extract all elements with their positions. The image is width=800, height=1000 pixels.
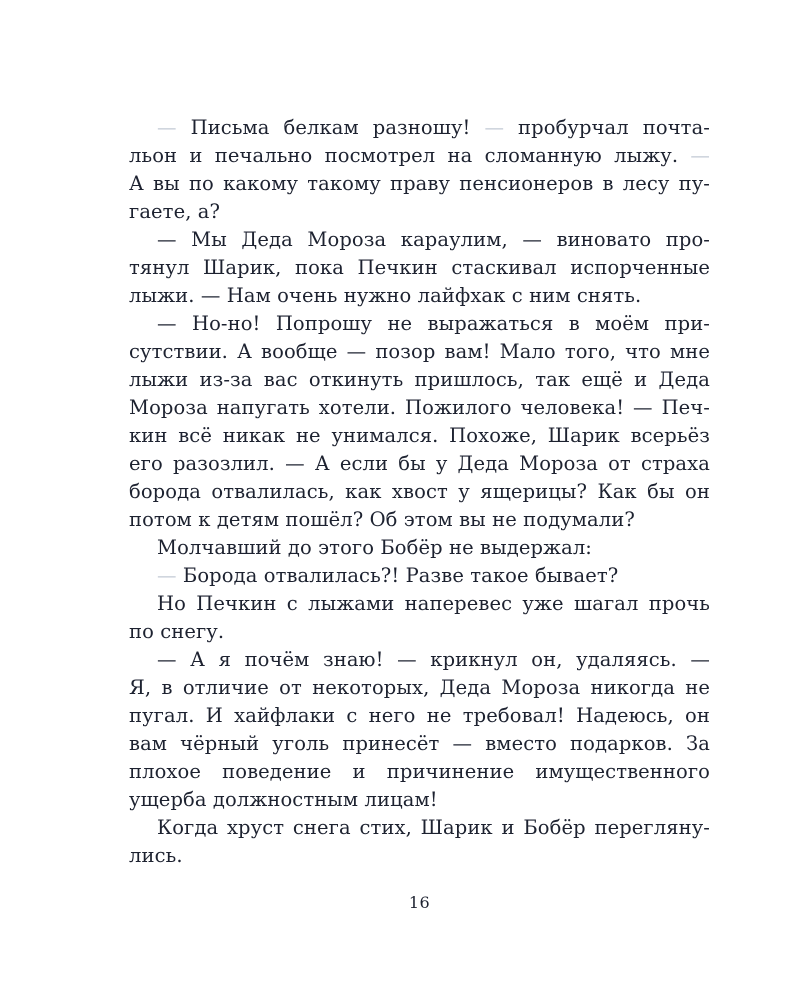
em-dash-faded: — <box>690 144 710 167</box>
paragraph <box>129 310 710 534</box>
text-segment: — Мы Деда Мороза караулим, — виновато про- <box>157 228 710 251</box>
paragraph <box>129 226 710 310</box>
text-line <box>129 758 710 786</box>
paragraph <box>129 114 710 226</box>
text-line <box>129 226 710 254</box>
text-line <box>129 394 710 422</box>
text-segment: лыжи. — Нам очень нужно лайфхак с ним снять. <box>129 284 642 307</box>
text-segment: тянул Шарик, пока Печкин стаскивал испорченные <box>129 256 710 279</box>
text-line <box>129 254 710 282</box>
text-segment: льон и печально посмотрел на сломанную лыжу. <box>129 144 691 167</box>
text-segment: Письма белкам разношу! <box>190 116 485 139</box>
text-segment: пробурчал почта- <box>518 116 710 139</box>
text-segment: борода отвалилась, как хвост у ящерицы? Как бы он <box>129 480 710 503</box>
text-line <box>129 506 710 534</box>
text-line <box>129 730 710 758</box>
text-segment: гаете, а? <box>129 200 221 223</box>
text-segment: — А я почём знаю! — крикнул он, удаляясь. — <box>157 648 710 671</box>
em-dash-faded: — <box>157 564 183 587</box>
paragraph <box>129 534 710 562</box>
text-line <box>129 590 710 618</box>
text-segment: Но Печкин с лыжами наперевес уже шагал прочь <box>157 592 710 615</box>
text-segment: кин всё никак не унимался. Похоже, Шарик всерьёз <box>129 424 710 447</box>
text-line <box>129 366 710 394</box>
text-line <box>129 198 710 226</box>
text-segment: А вы по какому такому праву пенсионеров в лесу пу- <box>129 172 710 195</box>
text-line <box>129 562 710 590</box>
text-line <box>129 674 710 702</box>
text-segment: Мороза напугать хотели. Пожилого человека! — Печ- <box>129 396 710 419</box>
paragraph <box>129 646 710 814</box>
text-segment: Молчавший до этого Бобёр не выдержал: <box>157 536 592 559</box>
text-line <box>129 338 710 366</box>
text-segment: — Но-но! Попрошу не выражаться в моём при- <box>157 312 710 335</box>
text-segment: ущерба должностным лицам! <box>129 788 438 811</box>
em-dash-faded: — <box>157 116 191 139</box>
text-line <box>129 786 710 814</box>
text-line <box>129 646 710 674</box>
text-line <box>129 702 710 730</box>
text-line <box>129 170 710 198</box>
text-line <box>129 534 710 562</box>
paragraph <box>129 562 710 590</box>
text-line <box>129 842 710 870</box>
text-segment: его разозлил. — А если бы у Деда Мороза от страха <box>129 452 710 475</box>
text-segment: лись. <box>129 844 183 867</box>
text-line <box>129 142 710 170</box>
em-dash-faded: — <box>484 116 519 139</box>
text-line <box>129 282 710 310</box>
text-segment: потом к детям пошёл? Об этом вы не подумали? <box>129 508 635 531</box>
text-segment: лыжи из-за вас откинуть пришлось, так ещё и Деда <box>129 368 710 391</box>
text-line <box>129 814 710 842</box>
text-segment: Когда хруст снега стих, Шарик и Бобёр перегляну- <box>157 816 710 839</box>
text-line <box>129 450 710 478</box>
text-segment: плохое поведение и причинение имущественного <box>129 760 710 783</box>
text-segment: Я, в отличие от некоторых, Деда Мороза никогда не <box>129 676 710 699</box>
paragraph <box>129 590 710 646</box>
page-number: 16 <box>408 893 431 912</box>
text-segment: Борода отвалилась?! Разве такое бывает? <box>182 564 619 587</box>
text-line <box>129 422 710 450</box>
paragraph <box>129 814 710 870</box>
text-line <box>129 618 710 646</box>
text-line <box>129 310 710 338</box>
page-text <box>129 114 710 870</box>
text-segment: по снегу. <box>129 620 225 643</box>
text-segment: пугал. И хайфлаки с него не требовал! Надеюсь, он <box>129 704 710 727</box>
text-line <box>129 114 710 142</box>
text-segment: вам чёрный уголь принесёт — вместо подарков. За <box>129 732 710 755</box>
text-line <box>129 478 710 506</box>
text-segment: сутствии. А вообще — позор вам! Мало того, что мне <box>129 340 710 363</box>
